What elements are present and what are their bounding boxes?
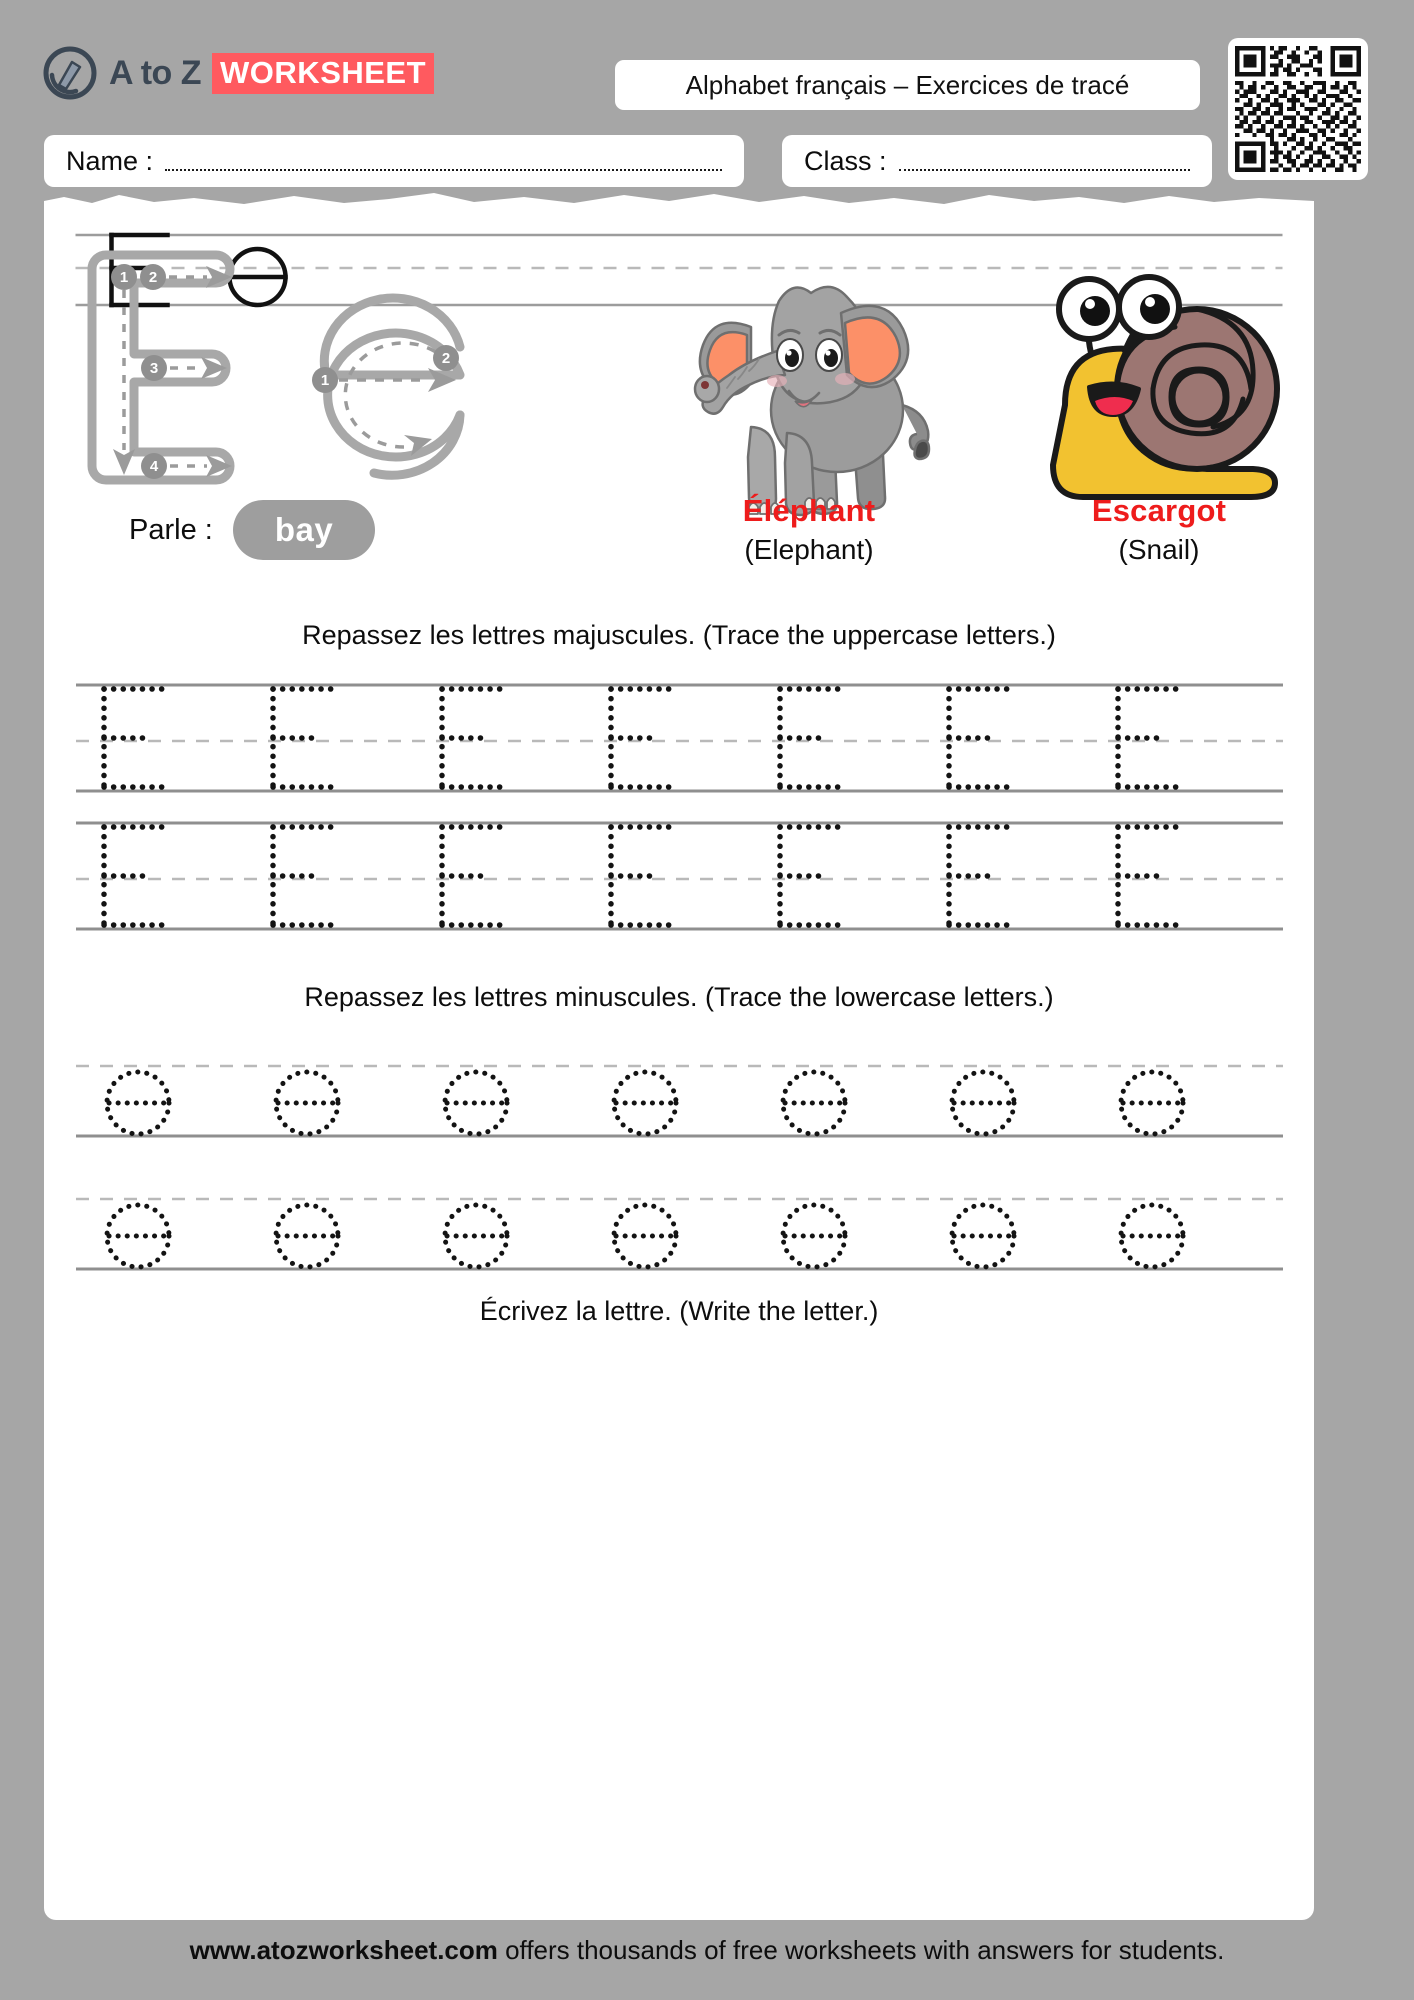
elephant-icon [659, 255, 959, 520]
worksheet-title: Alphabet français – Exercices de tracé [615, 60, 1200, 110]
stroke-number-4: 4 [149, 458, 159, 475]
name-field-input[interactable] [165, 151, 722, 171]
worksheet-paper [44, 205, 1314, 1920]
footer-domain[interactable]: www.atozworksheet.com [189, 1935, 498, 1965]
letter-guide-graphic [74, 235, 494, 500]
instruction-uppercase: Repassez les lettres majuscules. (Trace the uppercase letters.) [302, 620, 1056, 650]
example-word-fr: Éléphant [742, 493, 876, 528]
trace-row-lowercase-1[interactable] [76, 1060, 1283, 1142]
trace-row-lowercase-2-graphic [76, 1193, 1283, 1275]
torn-paper-edge [44, 183, 1314, 213]
stroke-number-3: 3 [149, 360, 159, 377]
trace-row-uppercase-1-graphic [76, 677, 1283, 797]
brand-logo-group [42, 45, 434, 101]
example-word-snail [894, 493, 1414, 566]
example-word-en: (Snail) [1118, 534, 1200, 565]
class-field-label: Class : [804, 145, 887, 176]
qr-code-graphic [1235, 45, 1361, 173]
example-word-en: (Elephant) [744, 534, 874, 565]
elephant-graphic [659, 255, 959, 520]
name-field-label: Name : [66, 145, 154, 176]
stroke-number-1: 1 [119, 269, 129, 286]
pronunciation-value: bay [233, 500, 375, 560]
trace-row-lowercase-1-graphic [76, 1060, 1283, 1142]
stroke-number-2-lower: 2 [441, 350, 451, 367]
page-footer [0, 1935, 1414, 1966]
example-word-fr: Escargot [1091, 493, 1227, 528]
trace-row-uppercase-2-graphic [76, 815, 1283, 935]
name-field[interactable] [44, 135, 744, 187]
pronunciation-group [129, 500, 375, 560]
snail-icon [1019, 255, 1289, 520]
instruction-write: Écrivez la lettre. (Write the letter.) [479, 1296, 879, 1326]
qr-code-icon[interactable] [1228, 38, 1368, 180]
letter-stroke-guide [74, 235, 494, 500]
snail-graphic [1019, 255, 1289, 520]
trace-row-uppercase-2[interactable] [76, 815, 1283, 935]
stroke-number-1-lower: 1 [320, 372, 330, 389]
instruction-lowercase: Repassez les lettres minuscules. (Trace the lowercase letters.) [304, 982, 1054, 1012]
trace-row-lowercase-2[interactable] [76, 1193, 1283, 1275]
pen-in-circle-icon [42, 45, 98, 101]
brand-name-secondary: WORKSHEET [212, 53, 434, 94]
class-field[interactable] [782, 135, 1212, 187]
footer-text: offers thousands of free worksheets with answers for students. [497, 1935, 1225, 1965]
pronunciation-label: Parle : [129, 513, 213, 546]
class-field-input[interactable] [899, 151, 1190, 171]
stroke-number-2: 2 [148, 269, 158, 286]
trace-row-uppercase-1[interactable] [76, 677, 1283, 797]
brand-name-primary: A to Z [109, 53, 202, 92]
